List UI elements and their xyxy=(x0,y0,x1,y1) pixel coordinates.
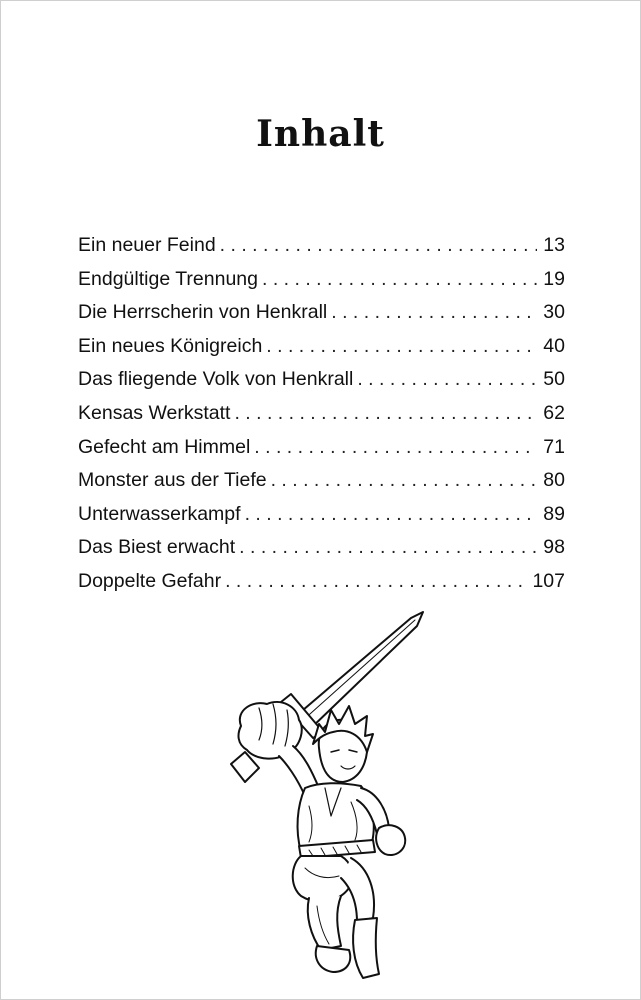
table-of-contents xyxy=(78,229,565,599)
toc-leader-dots xyxy=(357,363,537,397)
toc-entry-page: 98 xyxy=(543,536,565,559)
toc-entry-page: 13 xyxy=(543,234,565,256)
toc-entry-title: Doppelte Gefahr xyxy=(78,569,222,592)
toc-leader-dots xyxy=(331,296,537,330)
toc-leader-dots xyxy=(245,498,537,532)
toc-leader-dots xyxy=(266,330,537,364)
toc-entry xyxy=(78,498,565,532)
toc-leader-dots xyxy=(271,464,537,498)
toc-entry-page: 50 xyxy=(543,368,565,391)
toc-leader-dots xyxy=(220,229,537,263)
toc-entry-page: 30 xyxy=(543,301,565,324)
toc-entry-title: Das fliegende Volk von Henkrall xyxy=(78,368,354,391)
toc-leader-dots xyxy=(225,565,528,599)
toc-entry-page: 19 xyxy=(543,267,565,290)
sword-boy-illustration xyxy=(201,606,441,991)
page-title: Inhalt xyxy=(256,113,385,155)
toc-entry-title: Endgültige Trennung xyxy=(78,267,258,290)
toc-entry-page: 71 xyxy=(543,435,565,458)
toc-entry xyxy=(78,531,565,565)
toc-entry xyxy=(78,464,565,498)
toc-entry-page: 62 xyxy=(543,401,565,424)
toc-entry-title: Das Biest erwacht xyxy=(78,536,236,559)
toc-entry xyxy=(78,431,565,465)
toc-leader-dots xyxy=(239,531,537,565)
toc-leader-dots xyxy=(254,431,537,465)
toc-entry-title: Monster aus der Tiefe xyxy=(78,469,267,492)
toc-entry-page: 80 xyxy=(543,469,565,492)
toc-entry xyxy=(78,229,565,263)
toc-entry xyxy=(78,263,565,297)
toc-entry-title: Kensas Werkstatt xyxy=(78,401,231,424)
toc-entry xyxy=(78,565,565,599)
toc-entry-title: Unterwasserkampf xyxy=(78,502,241,525)
toc-entry-title: Ein neues Königreich xyxy=(78,334,263,357)
toc-leader-dots xyxy=(262,263,537,297)
toc-entry xyxy=(78,397,565,431)
toc-leader-dots xyxy=(234,397,537,431)
toc-entry-title: Die Herrscherin von Henkrall xyxy=(78,301,328,324)
toc-entry-page: 40 xyxy=(543,334,565,357)
toc-entry-page: 107 xyxy=(532,569,565,592)
toc-entry-page: 89 xyxy=(543,502,565,525)
toc-entry-title: Ein neuer Feind xyxy=(78,234,216,256)
toc-entry xyxy=(78,330,565,364)
toc-entry-title: Gefecht am Himmel xyxy=(78,435,251,458)
toc-entry xyxy=(78,363,565,397)
toc-entry xyxy=(78,296,565,330)
